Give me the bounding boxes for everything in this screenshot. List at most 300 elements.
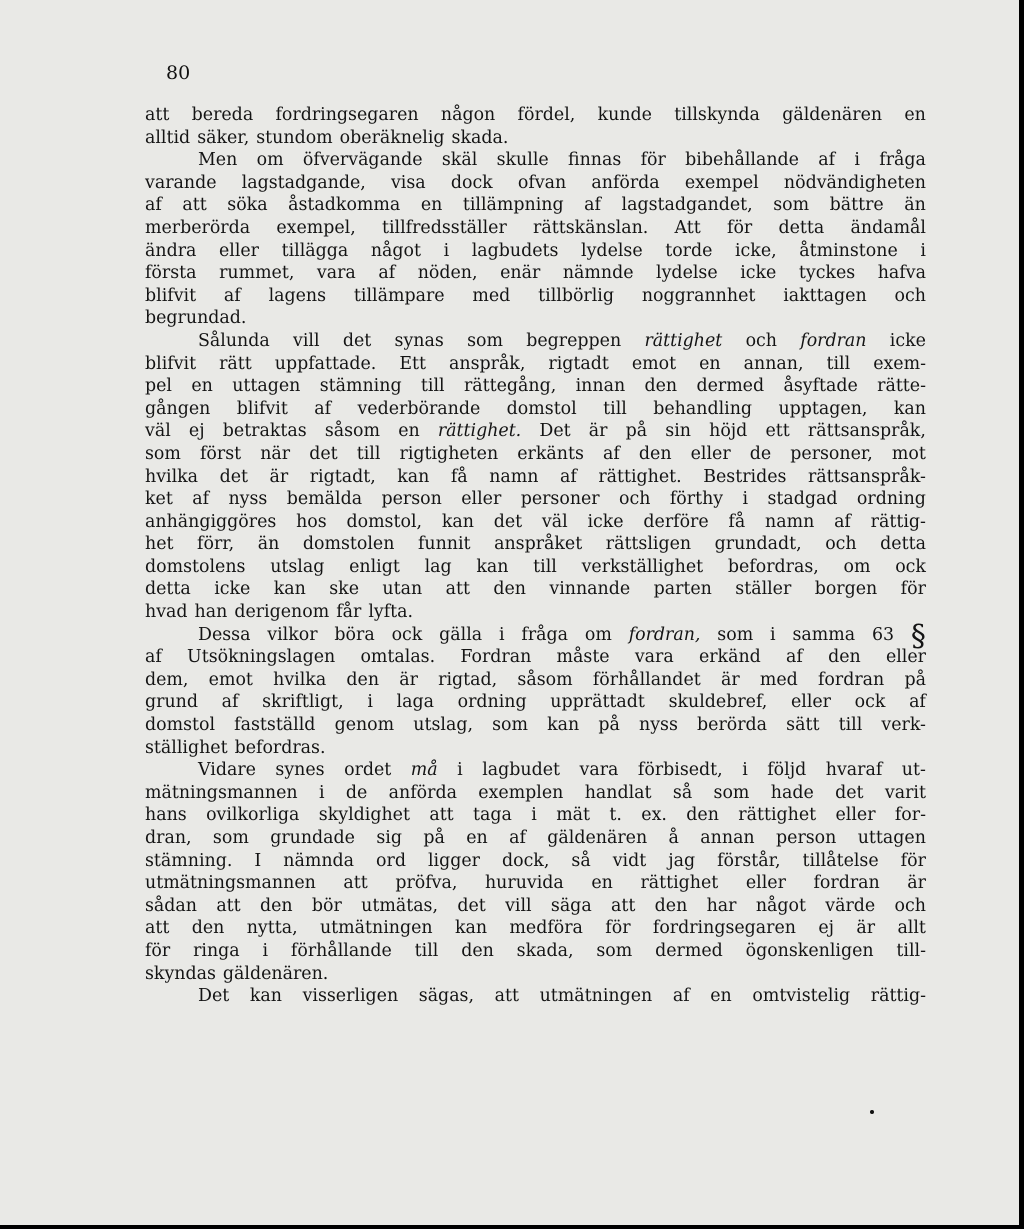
word: af: [584, 195, 601, 216]
word: nyss: [639, 715, 678, 736]
word: fordran: [818, 669, 885, 690]
word: domstolens: [145, 556, 246, 577]
word: allt: [897, 918, 926, 939]
word: rätt: [219, 353, 252, 374]
word: blifvit: [145, 353, 197, 374]
word: mätningsmannen: [145, 782, 298, 803]
text-line: [145, 127, 926, 150]
word: Dessa: [198, 624, 251, 645]
word: de: [345, 782, 368, 803]
word: vill: [505, 895, 532, 916]
word: taga: [473, 805, 512, 826]
word: fördel,: [517, 105, 576, 125]
word: som: [492, 715, 529, 736]
text-line: [145, 940, 926, 963]
word: ock: [895, 556, 926, 577]
word: må: [410, 760, 438, 781]
word: af: [509, 828, 526, 848]
word: utslag,: [413, 715, 473, 736]
word: af: [559, 466, 577, 487]
word: fordringsegaren: [652, 918, 796, 939]
word: hafva: [877, 263, 926, 284]
word: icke: [214, 579, 251, 600]
word: böra: [334, 624, 375, 645]
text-line: [145, 714, 926, 737]
word: rättighet: [644, 330, 723, 351]
word: är: [856, 918, 876, 939]
text-line: [145, 691, 926, 714]
word: och: [825, 534, 857, 555]
word: en: [191, 376, 213, 397]
word: af: [602, 443, 620, 464]
word: förr,: [197, 534, 235, 555]
word: säga: [550, 895, 592, 916]
word: en: [420, 195, 443, 216]
word: af: [672, 986, 690, 1007]
word: rätte-: [877, 376, 926, 397]
word: domstol,: [346, 511, 423, 532]
word: exempel: [684, 172, 759, 193]
word: ställighet: [145, 737, 228, 758]
word: i: [262, 940, 269, 961]
word: tillåtelse: [802, 850, 879, 871]
word: är: [907, 873, 926, 894]
word: Men: [198, 150, 238, 171]
word: att: [445, 579, 470, 600]
word: nöden,: [417, 263, 478, 284]
word: icke,: [735, 240, 777, 261]
word: af: [909, 692, 926, 713]
word: den: [191, 918, 225, 939]
word: person: [381, 489, 442, 510]
word: den: [461, 940, 494, 961]
word: uppfattade.: [274, 353, 377, 374]
word: i: [499, 624, 505, 645]
word: begreppen: [526, 330, 622, 351]
word: är: [269, 466, 289, 487]
word: finnas: [568, 150, 622, 171]
word: med: [759, 669, 798, 690]
word: i: [920, 240, 926, 261]
word: omtvistelig: [752, 986, 851, 1007]
word: rättig-: [870, 511, 926, 532]
word: han: [194, 602, 228, 623]
word: exemplen: [478, 782, 564, 803]
word: lyfta.: [368, 602, 414, 623]
word: stundom: [256, 127, 333, 148]
word: kan: [476, 556, 509, 577]
word: af: [145, 195, 162, 216]
text-line: [145, 240, 926, 263]
word: kan: [893, 398, 926, 419]
word: lagbudets: [471, 240, 559, 261]
word: det: [493, 511, 523, 532]
word: het: [145, 534, 174, 555]
word: få: [450, 466, 468, 487]
word: kan: [454, 918, 488, 939]
word: ordning: [457, 692, 527, 713]
word: att: [611, 895, 636, 916]
word: kan: [273, 579, 306, 600]
word: detta: [778, 217, 825, 238]
word: någon: [440, 105, 496, 125]
word: eller: [745, 873, 786, 894]
text-line: [145, 172, 926, 195]
word: ock: [854, 692, 886, 713]
word: den: [493, 579, 526, 600]
word: söka: [227, 195, 268, 216]
word: af: [221, 692, 239, 713]
word: det: [219, 466, 248, 487]
word: lagstadgande,: [241, 172, 366, 193]
word: skada.: [451, 127, 509, 148]
word: pel: [145, 376, 172, 397]
word: grundade: [270, 828, 355, 848]
word: måste: [556, 647, 610, 668]
word: ket: [145, 489, 173, 510]
text-line: [145, 895, 926, 918]
word: sätt: [786, 715, 820, 736]
word: lagens: [268, 285, 327, 306]
word: fordran: [813, 873, 880, 894]
word: om: [584, 624, 612, 645]
word: ej: [818, 918, 835, 939]
word: ordet: [344, 760, 392, 781]
text-line: [145, 217, 926, 240]
word: som: [212, 828, 249, 848]
word: synas: [394, 330, 444, 351]
word: skuldebref,: [668, 692, 768, 713]
word: sig: [376, 828, 402, 848]
word: och: [894, 285, 926, 306]
word: och: [619, 489, 651, 510]
word: kunde: [597, 105, 652, 125]
word: ordning: [856, 489, 926, 510]
word: nämnda: [283, 850, 355, 871]
word: domstol: [145, 715, 216, 736]
word: hans: [145, 805, 187, 826]
word: ord: [376, 850, 406, 871]
word: så: [571, 850, 591, 871]
word: derigenom: [234, 602, 330, 623]
word: vara: [316, 263, 356, 284]
word: parten: [653, 579, 712, 600]
word: värde: [825, 895, 876, 916]
text-line: [145, 618, 926, 654]
word: torde: [665, 240, 713, 261]
word: när: [260, 443, 291, 464]
word: rättighet.: [598, 466, 682, 487]
word: uttagen: [232, 376, 301, 397]
word: lagstadgandet,: [621, 195, 753, 216]
text-line: [145, 646, 926, 669]
word: medföra: [509, 918, 583, 939]
word: rättsanspråk-: [807, 466, 926, 487]
word: skulle: [496, 150, 549, 171]
word: fastställd: [234, 715, 316, 736]
word: ett: [765, 421, 790, 442]
word: iakttagen: [783, 285, 867, 306]
word: ofvan: [517, 172, 567, 193]
word: höjd: [709, 421, 748, 442]
word: rigtadt: [548, 353, 609, 374]
word: Ett: [399, 353, 426, 374]
word: till: [603, 398, 627, 419]
word: jag: [668, 850, 696, 871]
word: I: [254, 850, 262, 871]
word: den: [644, 376, 678, 397]
text-line: [145, 149, 926, 172]
word: för: [640, 150, 666, 171]
word: lag: [424, 556, 452, 577]
word: vilkor: [267, 624, 318, 645]
word: uttagen: [857, 828, 926, 848]
text-line: [145, 511, 926, 534]
word: pröfva,: [395, 873, 458, 894]
word: ändra: [145, 240, 197, 261]
page-number: 80: [166, 62, 191, 84]
word: för: [900, 579, 926, 600]
word: att: [494, 986, 519, 1007]
word: af: [818, 150, 836, 171]
word: rättighet: [738, 805, 817, 826]
word: laga: [396, 692, 434, 713]
word: den: [654, 895, 688, 916]
body-text: [145, 104, 926, 1008]
word: rigtadt,: [309, 466, 376, 487]
word: skada,: [516, 940, 574, 961]
text-line: [145, 601, 926, 624]
text-line: [145, 420, 926, 443]
word: såsom: [324, 421, 381, 442]
word: Fordran: [460, 647, 532, 668]
word: tyckes: [798, 263, 856, 284]
word: gäldenären: [782, 105, 883, 125]
word: omtalas.: [360, 647, 436, 668]
text-line: [145, 398, 926, 421]
word: Att: [674, 217, 701, 238]
word: emot: [208, 669, 253, 690]
word: personer,: [790, 443, 873, 464]
word: till: [356, 443, 381, 464]
word: det: [457, 895, 486, 916]
word: öfvervägande: [302, 150, 423, 171]
word: förstår,: [717, 850, 781, 871]
word: att: [343, 873, 368, 894]
word: det: [342, 330, 372, 351]
word: bemälda: [286, 489, 363, 510]
word: få: [728, 511, 746, 532]
word: erkänts: [517, 443, 584, 464]
word: om: [256, 150, 284, 171]
word: för: [900, 850, 926, 871]
text-line: [145, 759, 926, 782]
word: genom: [334, 715, 395, 736]
word: detta: [880, 534, 926, 555]
word: upptagen,: [778, 398, 868, 419]
word: ställer: [735, 579, 792, 600]
word: enär: [500, 263, 541, 284]
word: och: [745, 330, 777, 351]
word: merberörda: [145, 217, 251, 238]
word: väl: [145, 421, 171, 442]
word: ej: [188, 421, 205, 442]
word: af: [223, 285, 241, 306]
word: ändamål: [850, 217, 926, 238]
text-line: [145, 104, 926, 127]
word: ligger: [427, 850, 480, 871]
word: är: [399, 669, 418, 690]
word: så: [672, 782, 693, 803]
word: lydelse: [656, 263, 718, 284]
word: i: [318, 782, 325, 803]
word: i: [367, 692, 373, 713]
word: en: [466, 828, 488, 848]
word: gäldenären: [547, 828, 648, 848]
word: som: [717, 624, 754, 645]
word: vidt: [612, 850, 647, 871]
word: af: [314, 398, 332, 419]
word: ut-: [901, 760, 926, 781]
word: gäldenären.: [222, 963, 329, 984]
text-line: [145, 466, 926, 489]
word: vill: [293, 330, 320, 351]
word: den: [686, 805, 719, 826]
word: befordras.: [234, 737, 326, 758]
word: följd: [767, 760, 807, 781]
word: såsom: [517, 669, 573, 690]
word: stämning.: [145, 850, 233, 871]
word: rättegång,: [463, 376, 557, 397]
word: ex.: [641, 805, 667, 826]
word: bör: [311, 895, 342, 916]
text-line: [145, 963, 926, 986]
word: hvilka: [145, 466, 199, 487]
word: af: [834, 511, 851, 532]
word: kan: [441, 511, 474, 532]
word: än: [257, 534, 280, 555]
word: af: [786, 647, 803, 668]
word: får: [336, 602, 362, 623]
text-line: [145, 194, 926, 217]
word: utmätningen: [319, 918, 433, 939]
word: skriftligt,: [262, 692, 344, 713]
word: kan: [249, 986, 282, 1007]
word: en: [398, 421, 420, 442]
word: om: [843, 556, 871, 577]
word: hvaraf: [825, 760, 883, 781]
word: att: [429, 805, 454, 826]
word: tillämpning: [462, 195, 564, 216]
word: Sålunda: [198, 330, 270, 351]
print-speck: [870, 1110, 874, 1114]
word: befordras,: [727, 556, 819, 577]
word: rättskänslan.: [533, 217, 649, 238]
word: innan: [575, 376, 626, 397]
word: på: [904, 669, 926, 690]
text-line: [145, 985, 926, 1008]
word: förthy: [669, 489, 724, 510]
word: detta: [145, 579, 191, 600]
word: en: [710, 986, 732, 1007]
word: säker,: [197, 127, 250, 148]
word: eller: [218, 240, 259, 261]
word: ögonskenligen: [745, 940, 874, 961]
word: fråga: [879, 150, 926, 171]
word: utan: [382, 579, 423, 600]
word: verk-: [881, 715, 926, 736]
word: åstadkomma: [288, 195, 401, 216]
word: rigtigheten: [399, 443, 499, 464]
text-line: [145, 375, 926, 398]
word: funnit: [417, 534, 471, 555]
word: eller: [835, 805, 876, 826]
word: på: [625, 421, 648, 442]
word: anspråk,: [449, 353, 526, 374]
word: icke: [587, 511, 624, 532]
word: kan: [547, 715, 580, 736]
word: i: [531, 805, 537, 826]
word: exempel,: [276, 217, 356, 238]
text-line: [145, 307, 926, 330]
word: åtminstone: [799, 240, 898, 261]
word: för: [145, 940, 171, 961]
word: rummet,: [219, 263, 295, 284]
word: utmätningen: [539, 986, 653, 1007]
text-line: [145, 669, 926, 692]
word: dran,: [145, 828, 192, 848]
word: personer: [520, 489, 600, 510]
word: dermed: [655, 940, 723, 961]
word: fråga: [521, 624, 569, 645]
word: att: [145, 105, 170, 125]
word: för: [727, 217, 753, 238]
word: tillbörlig: [538, 285, 615, 306]
word: en: [699, 353, 721, 374]
word: att: [216, 895, 241, 916]
word: bättre: [829, 195, 884, 216]
word: i: [854, 150, 860, 171]
word: först: [199, 443, 242, 464]
word: ock: [391, 624, 423, 645]
word: något: [755, 895, 806, 916]
word: anspråket: [494, 534, 583, 555]
word: borgen: [814, 579, 878, 600]
word: blifvit: [236, 398, 288, 419]
text-line: [145, 850, 926, 873]
text-line: [145, 353, 926, 376]
word: grundadt,: [714, 534, 802, 555]
word: lydelse: [581, 240, 643, 261]
word: sin: [665, 421, 691, 442]
word: den: [346, 669, 380, 690]
section-sign: §: [910, 618, 926, 654]
word: utslag: [270, 556, 325, 577]
word: är: [720, 669, 740, 690]
word: en: [904, 105, 926, 125]
word: anförda: [388, 782, 457, 803]
word: är: [588, 421, 608, 442]
word: gången: [145, 398, 211, 419]
word: åsyftade: [783, 376, 858, 397]
word: visserligen: [302, 986, 399, 1007]
word: af: [145, 647, 162, 668]
word: handlat: [584, 782, 652, 803]
text-line: [145, 782, 926, 805]
word: Utsökningslagen: [187, 647, 336, 668]
word: det: [835, 782, 864, 803]
word: huruvida: [484, 873, 564, 894]
